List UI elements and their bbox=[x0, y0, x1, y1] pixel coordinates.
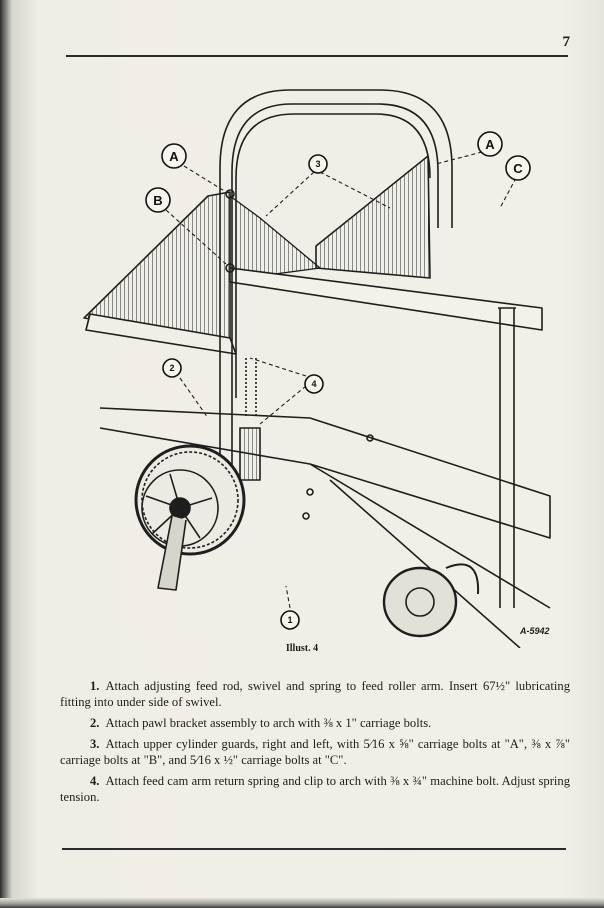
svg-text:2: 2 bbox=[169, 363, 175, 373]
svg-text:4: 4 bbox=[311, 379, 317, 389]
step-1 bbox=[60, 678, 570, 710]
svg-text:C: C bbox=[513, 161, 523, 176]
step-text: Attach pawl bracket assembly to arch with ⅜ x 1" carriage bolts. bbox=[105, 716, 432, 730]
step-text: Attach adjusting feed rod, swivel and spring to feed roller arm. Insert 67½" lubricating fitting into under side of swivel. bbox=[60, 679, 570, 709]
callout-3 bbox=[309, 155, 327, 173]
step-4 bbox=[60, 773, 570, 805]
step-number: 3. bbox=[90, 737, 100, 751]
step-3 bbox=[60, 736, 570, 768]
page-number: 7 bbox=[562, 34, 570, 50]
callout-2 bbox=[163, 359, 181, 377]
callout-b bbox=[146, 188, 170, 212]
step-number: 4. bbox=[90, 774, 100, 788]
callout-1 bbox=[281, 611, 299, 629]
illustration-id: A-5942 bbox=[520, 626, 550, 636]
page-edge-shadow bbox=[0, 898, 604, 908]
assembly-illustration bbox=[80, 68, 560, 648]
callout-4 bbox=[305, 375, 323, 393]
step-number: 1. bbox=[90, 679, 100, 693]
callout-a-right bbox=[478, 132, 502, 156]
callout-c bbox=[506, 156, 530, 180]
illustration-caption: Illust. 4 bbox=[285, 643, 319, 654]
callout-a-left bbox=[162, 144, 186, 168]
svg-text:3: 3 bbox=[315, 159, 321, 169]
instructions bbox=[60, 678, 570, 810]
step-text: Attach upper cylinder guards, right and left, with 5⁄16 x ⅝" carriage bolts at "A", ⅜ x ⅞" carriage bolts at "B", and 5⁄16 x ½" carriage bolts at "C". bbox=[60, 737, 570, 767]
step-2 bbox=[60, 715, 570, 731]
step-number: 2. bbox=[90, 716, 100, 730]
svg-text:1: 1 bbox=[287, 615, 293, 625]
svg-text:A: A bbox=[169, 149, 179, 164]
svg-text:B: B bbox=[153, 193, 163, 208]
footer-rule bbox=[62, 848, 566, 850]
step-text: Attach feed cam arm return spring and clip to arch with ⅜ x ¾" machine bolt. Adjust spring tension. bbox=[60, 774, 570, 804]
header-rule bbox=[66, 55, 568, 57]
svg-text:A: A bbox=[485, 137, 495, 152]
